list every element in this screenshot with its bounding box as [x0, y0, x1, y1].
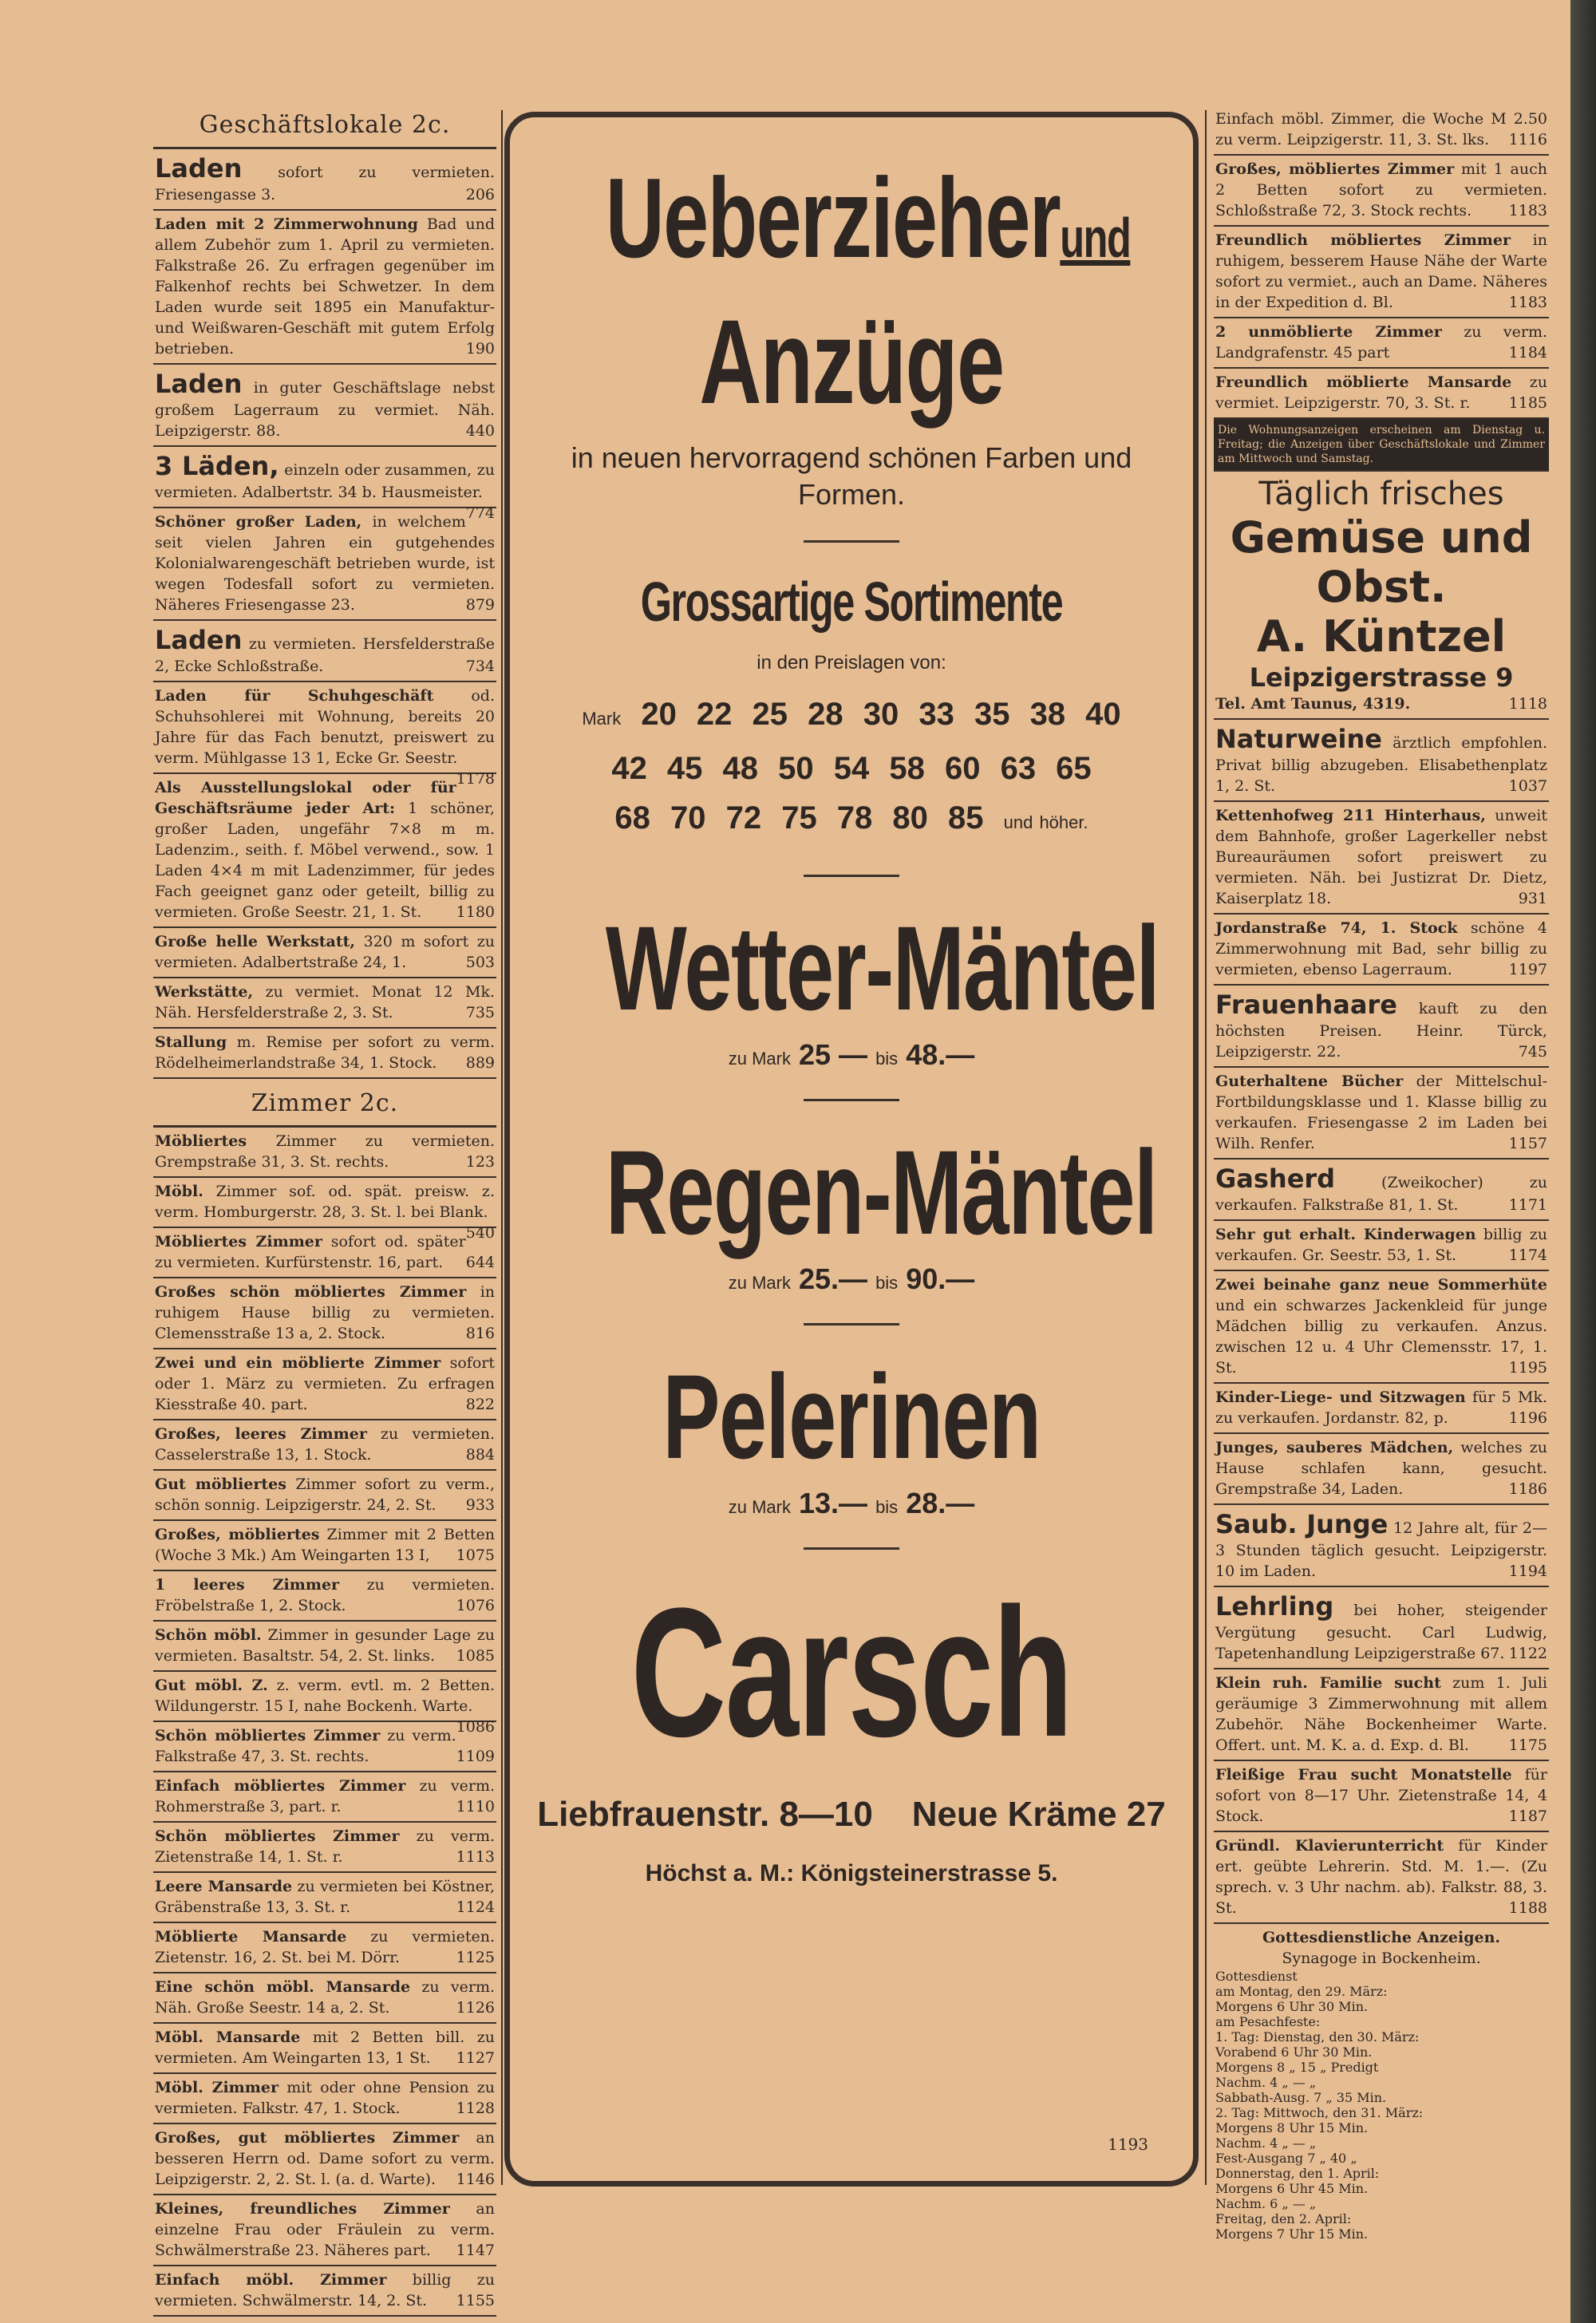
ad-text: Zimmer zu vermieten. Grempstraße 31, 3. St. rechts.	[155, 1132, 495, 1171]
right-ads-list	[1214, 720, 1549, 1924]
ad-number: 1076	[456, 1597, 495, 1614]
classified-ad	[153, 1923, 496, 1973]
ad-heading: Guterhaltene Bücher	[1215, 1073, 1404, 1090]
ad-heading: 1 leeres Zimmer	[155, 1576, 340, 1594]
ad-number: 1188	[1508, 1899, 1547, 1917]
ad-number: 745	[1518, 1043, 1547, 1061]
ad-heading: Frauenhaare	[1215, 990, 1397, 1020]
kuentzel-advert	[1214, 472, 1549, 720]
ad-text: zu vermieten. Hersfelderstraße 2, Ecke Schloßstraße.	[155, 635, 495, 675]
ad-heading: Laden mit 2 Zimmerwohnung	[155, 215, 418, 233]
section-title-geschaeftslokale: Geschäftslokale 2c.	[199, 111, 451, 139]
service-lines	[1215, 1969, 1547, 2242]
classified-ad	[153, 774, 496, 928]
classified-ad	[1214, 369, 1549, 419]
ad-number: 1128	[456, 2100, 495, 2117]
ad-text: mit oder ohne Pension zu vermieten. Falkstr. 47, 1. Stock.	[155, 2079, 495, 2117]
kuentzel-line2: Gemüse und Obst.	[1230, 512, 1533, 612]
ad-text: für sofort von 8—17 Uhr. Zietenstraße 14, 4 Stock.	[1215, 1766, 1547, 1825]
sortiment-heading: Grossartige Sortimente	[640, 571, 1063, 633]
ad-heading: Möbliertes Zimmer	[155, 1233, 322, 1250]
ad-heading: Große helle Werkstatt,	[155, 933, 356, 950]
ad-number: 1126	[456, 1999, 495, 2017]
section-title-zimmer: Zimmer 2c.	[251, 1089, 399, 1117]
carsch-advert	[504, 112, 1199, 2187]
mark-label: Mark	[582, 709, 622, 729]
ad-heading: Gut möbl. Z.	[155, 1677, 268, 1694]
ad-number: 1127	[456, 2049, 495, 2067]
classified-ad	[153, 1349, 496, 1420]
branch-address: Höchst a. M.: Königsteinerstrasse 5.	[645, 1860, 1058, 1886]
column-rule-left	[501, 110, 503, 2185]
ad-text: Zimmer sof. od. spät. preisw. z. verm. Homburgerstr. 28, 3. St. l. bei Blank.	[155, 1183, 495, 1221]
ad-heading: Kinder-Liege- und Sitzwagen	[1215, 1389, 1466, 1406]
notice-box: Die Wohnungsanzeigen erscheinen am Dienstag u. Freitag; die Anzeigen über Geschäftslokale und Zimmer am Mittwoch und Samstag.	[1214, 419, 1549, 472]
ad-number: 734	[465, 658, 495, 675]
ad-text: in ruhigem Hause billig zu vermieten. Clemensstraße 13 a, 2. Stock.	[155, 1283, 496, 1342]
ad-number: 644	[465, 1254, 495, 1271]
classified-ad	[153, 1772, 496, 1823]
ad-heading: Kettenhofweg 211 Hinterhaus,	[1215, 807, 1486, 824]
ad-number: 123	[465, 1153, 495, 1171]
classified-ad	[1214, 1587, 1549, 1669]
ad-text: für Kinder ert. geübte Lehrerin. Std. M. 1.—. (Zu sprech. v. 3 Uhr nachm. ab). Falkstr. 88, 3. St.	[1215, 1837, 1548, 1917]
service-line: Morgens 6 Uhr 45 Min.	[1215, 2181, 1369, 2196]
ad-number: 190	[465, 340, 495, 358]
classified-ad	[153, 1823, 496, 1873]
ad-text: kauft zu den höchsten Preisen. Heinr. Türck, Leipzigerstr. 22.	[1215, 1000, 1548, 1061]
ad-heading: Einfach möbl. Zimmer	[155, 2271, 387, 2289]
service-title: Gottesdienstliche Anzeigen.	[1262, 1929, 1501, 1946]
ad-heading: Laden	[155, 625, 243, 655]
ad-heading: Möbl. Zimmer	[155, 2079, 279, 2096]
address-neue-kraeme: Neue Kräme 27	[911, 1795, 1166, 1834]
separator	[804, 875, 899, 877]
ad-heading: Eine schön möbl. Mansarde	[155, 1978, 411, 1996]
left-column	[153, 105, 496, 2317]
book-binding-edge	[1570, 0, 1596, 2323]
ad-number: 816	[465, 1325, 495, 1342]
classified-ad	[1214, 1434, 1549, 1505]
from: 25 —	[799, 1038, 868, 1071]
to: 90.—	[906, 1262, 975, 1295]
ad-number: 1037	[1508, 777, 1547, 795]
classified-ad	[1214, 1505, 1549, 1587]
ad-number: 774	[465, 504, 495, 522]
ad-text: od. Schuhsohlerei mit Wohnung, bereits 20 Jahre für das Fach benutzt, preiswert zu verm. Mühlgasse 13 1, Ecke Gr. Seestr.	[155, 687, 495, 767]
service-line: am Montag, den 29. März:	[1215, 1984, 1388, 1999]
service-line: Fest-Ausgang 7 „ 40 „	[1215, 2151, 1357, 2166]
advert-title-anzuege: Anzüge	[699, 294, 1004, 429]
ad-text: 320 m sofort zu vermieten. Adalbertstraße 24, 1.	[155, 933, 496, 971]
ad-text: zu vermieten. Zietenstr. 16, 2. St. bei M. Dörr.	[155, 1928, 495, 1966]
ad-heading: Freundlich möblierte Mansarde	[1215, 373, 1512, 391]
service-line: Morgens 8 Uhr 15 Min.	[1215, 2120, 1369, 2135]
wetter-maentel-heading: Wetter-Mäntel	[605, 901, 1159, 1035]
ad-heading: Schön möbliertes Zimmer	[155, 1827, 400, 1845]
service-line: Vorabend 6 Uhr 30 Min.	[1215, 2044, 1373, 2060]
classified-ad	[153, 1722, 496, 1772]
ad-text: an besseren Herrn od. Dame sofort zu verm. Leipzigerstr. 2, 2. St. l. (a. d. Warte).	[155, 2129, 495, 2188]
ad-number: 1194	[1508, 1562, 1547, 1580]
ad-number: 1109	[456, 1748, 495, 1765]
price-row-1	[510, 689, 1193, 744]
ad-number: 1125	[456, 1949, 495, 1966]
label: bis	[875, 1497, 899, 1517]
regen-maentel-heading: Regen-Mäntel	[605, 1125, 1157, 1259]
left-ads-list	[153, 149, 496, 1079]
service-line: am Pesachfeste:	[1215, 2014, 1321, 2029]
ad-text: für 5 Mk. zu verkaufen. Jordanstr. 82, p.	[1215, 1389, 1547, 1427]
ad-heading: Laden	[155, 153, 243, 184]
ad-number: 931	[1518, 890, 1547, 907]
separator	[804, 1323, 899, 1325]
ad-text: zu verm. Zietenstraße 14, 1. St. r.	[155, 1827, 496, 1866]
service-line: Morgens 7 Uhr 15 Min.	[1215, 2226, 1369, 2242]
ad-number: 1196	[1508, 1409, 1547, 1427]
ad-number: 735	[465, 1004, 495, 1021]
ad-number: 1186	[1508, 1480, 1547, 1498]
ad-text: (Zweikocher) zu verkaufen. Falkstraße 81, 1. St.	[1215, 1174, 1547, 1214]
right-column	[1214, 105, 1549, 2246]
label: zu Mark	[728, 1049, 791, 1069]
ad-heading: Großes, möbliertes	[155, 1526, 320, 1543]
service-line: Nachm. 4 „ — „	[1215, 2135, 1317, 2151]
label: zu Mark	[728, 1497, 791, 1517]
classified-ad	[153, 1278, 496, 1349]
classified-ad	[153, 621, 496, 682]
classified-ad	[1214, 1669, 1549, 1761]
classified-ad	[153, 2195, 496, 2266]
classified-ad	[153, 2024, 496, 2074]
ad-text: der Mittelschul-Fortbildungsklasse und 1. Klasse billig zu verkaufen. Friesengasse 2 im Laden bei Wilh. Renfer.	[1215, 1073, 1547, 1152]
ad-text: billig zu verkaufen. Gr. Seestr. 53, 1. St.	[1215, 1226, 1547, 1264]
ad-number: 1184	[1508, 344, 1547, 361]
label: bis	[875, 1049, 899, 1069]
classified-ad	[1214, 1761, 1549, 1832]
ad-heading: Stallung	[155, 1033, 227, 1051]
ad-number: 503	[465, 954, 495, 971]
ad-heading: Als Ausstellungslokal oder für Geschäftsräume jeder Art:	[155, 779, 456, 817]
ad-number: 1113	[456, 1848, 495, 1866]
to: 48.—	[906, 1038, 975, 1071]
ad-number: 1155	[456, 2292, 495, 2309]
ad-number: 1157	[1508, 1135, 1547, 1152]
column-rule-right	[1205, 110, 1207, 2185]
classified-ad	[153, 508, 496, 621]
ad-number: 1085	[456, 1647, 495, 1665]
ad-number: 440	[465, 422, 495, 440]
label: bis	[875, 1273, 899, 1293]
wetter-price-range	[510, 1038, 1193, 1072]
ad-heading: Möbliertes	[155, 1132, 247, 1150]
advert-title-ueberzieher	[605, 155, 1131, 298]
service-line: Sabbath-Ausg. 7 „ 35 Min.	[1215, 2090, 1387, 2105]
ad-heading: Schön möbl.	[155, 1626, 262, 1644]
ad-text: zum 1. Juli geräumige 3 Zimmerwohnung mit allem Zubehör. Nähe Bockenheimer Warte. Offert. unt. M. K. a. d. Exp. d. Bl.	[1215, 1674, 1547, 1754]
ad-heading: Fleißige Frau sucht Monatstelle	[1215, 1766, 1512, 1784]
service-line: Gottesdienst	[1215, 1969, 1298, 1984]
ad-text: zu vermieten. Fröbelstraße 1, 2. Stock.	[155, 1576, 495, 1614]
separator	[804, 1547, 899, 1550]
ad-number: 884	[465, 1446, 495, 1464]
address-line	[510, 1792, 1193, 1837]
classified-ad	[1214, 720, 1549, 802]
pelerinen-heading: Pelerinen	[662, 1349, 1041, 1483]
ad-number: 1185	[1508, 394, 1547, 412]
advert-subtitle: in neuen hervorragend schönen Farben und Formen.	[571, 441, 1132, 511]
ad-heading: Einfach möbliertes Zimmer	[155, 1777, 406, 1795]
prices-row-1: 20 22 25 28 30 33 35 38 40	[641, 697, 1121, 732]
ad-number: 1178	[456, 770, 495, 788]
ad-number: 1086	[456, 1718, 495, 1736]
service-line: 2. Tag: Mittwoch, den 31. März:	[1215, 2105, 1424, 2120]
address-liebfrauenstr: Liebfrauenstr. 8—10	[537, 1795, 873, 1834]
ad-heading: Freundlich möbliertes Zimmer	[1215, 231, 1511, 249]
ad-heading: 2 unmöblierte Zimmer	[1215, 323, 1442, 341]
classified-ad	[1214, 802, 1549, 915]
ad-number: 1195	[1508, 1359, 1547, 1377]
ad-number: 1124	[456, 1898, 495, 1916]
ad-heading: Großes schön möbliertes Zimmer	[155, 1283, 467, 1301]
service-line: Morgens 6 Uhr 30 Min.	[1215, 1999, 1369, 2014]
classified-ad	[1214, 156, 1549, 227]
service-line: Nachm. 4 „ — „	[1215, 2075, 1317, 2090]
title-und: und	[1060, 207, 1131, 269]
ad-text: Zimmer sofort zu verm., schön sonnig. Leipzigerstr. 24, 2. St.	[155, 1476, 495, 1514]
classified-ad	[153, 1228, 496, 1278]
ad-heading: Gasherd	[1215, 1163, 1336, 1194]
ad-heading: Großes, möbliertes Zimmer	[1215, 160, 1455, 178]
ad-text: zu vermieten bei Köstner, Gräbenstraße 13, 3. St. r.	[155, 1878, 495, 1916]
ad-heading: 3 Läden,	[155, 451, 279, 481]
ad-text: zu verm. Falkstraße 47, 3. St. rechts.	[155, 1727, 456, 1765]
ad-text: z. verm. evtl. m. 2 Betten. Wildungerstr. 15 I, nahe Bockenh. Warte.	[155, 1677, 495, 1715]
classified-ad	[153, 1029, 496, 1079]
ad-text: unweit dem Bahnhofe, großer Lagerkeller nebst Bureauräumen sofort preiswert zu vermieten. Näh. bei Justizrat Dr. Dietz, Kaiserplatz 18.	[1215, 807, 1547, 907]
classified-ad	[153, 2266, 496, 2317]
classified-ad	[153, 1571, 496, 1622]
ad-text: Zimmer in gesunder Lage zu vermieten. Basaltstr. 54, 2. St. links.	[155, 1626, 495, 1665]
to: 28.—	[906, 1487, 975, 1519]
hoeher-label: und höher.	[1003, 812, 1088, 832]
classified-ad	[1214, 986, 1549, 1068]
ad-text: Bad und allem Zubehör zum 1. April zu vermieten. Falkstraße 26. Zu erfragen gegenüber im Falkenhof rechts bei Schwetzer. In dem Laden wurde seit 1895 ein Manufaktur- und Weißwaren-Geschäft mit gutem Erfolg betrieben.	[155, 215, 496, 358]
ad-text: in guter Geschäftslage nebst großem Lagerraum zu vermiet. Näh. Leipzigerstr. 88.	[155, 379, 495, 440]
service-line: 1. Tag: Dienstag, den 30. März:	[1215, 2029, 1420, 2044]
classified-ad	[153, 211, 496, 365]
ad-heading: Großes, gut möbliertes Zimmer	[155, 2129, 460, 2147]
classified-ad	[153, 365, 496, 447]
classified-ad	[153, 1471, 496, 1521]
ad-heading: Gründl. Klavierunterricht	[1215, 1837, 1444, 1855]
classified-ad	[1214, 915, 1549, 986]
classified-ad	[153, 928, 496, 978]
ad-text: in welchem seit vielen Jahren ein gutgehendes Kolonialwarengeschäft betrieben wurde, ist wegen Todesfall sofort zu vermieten. Näheres Friesengasse 23.	[155, 513, 495, 614]
kuentzel-line1: Täglich frisches	[1258, 476, 1504, 512]
kuentzel-name: A. Küntzel	[1256, 611, 1507, 662]
price-row-2: 42 45 48 50 54 58 60 63 65	[611, 751, 1092, 786]
service-notice	[1214, 1924, 1549, 2246]
classified-ad	[153, 1521, 496, 1571]
ad-text: billig zu vermieten. Schwälmerstr. 14, 2. St.	[155, 2271, 495, 2309]
classified-ad	[1214, 227, 1549, 318]
ad-text: 12 Jahre alt, für 2—3 Stunden täglich gesucht. Leipzigerstr. 10 im Laden.	[1215, 1519, 1547, 1580]
separator	[804, 1099, 899, 1101]
classified-ad	[153, 682, 496, 788]
title-ueberzieher: Ueberzieher	[605, 155, 1061, 282]
pelerinen-price-range	[510, 1487, 1193, 1520]
ad-text: zu verm. Landgrafenstr. 45 part	[1215, 323, 1548, 361]
ad-text: m. Remise per sofort zu verm. Rödelheimerlandstraße 34, 1. Stock.	[155, 1033, 495, 1072]
ad-heading: Werkstätte,	[155, 983, 254, 1001]
ad-text: zu vermieten. Casselerstraße 13, 1. Stock.	[155, 1425, 496, 1464]
ad-text: 1 schöner, großer Laden, ungefähr 7×8 m m. Ladenzim., seith. f. Möbel verwend., sow. 1 Laden 4×4 m mit Ladenzimmer, für jedes Fach geeignet ganz oder geteilt, billig zu vermieten. Große Seestr. 21, 1. St.	[155, 800, 495, 921]
ad-text: bei hoher, steigender Vergütung gesucht. Carl Ludwig, Tapetenhandlung Leipzigerstraße 67.	[1215, 1602, 1548, 1662]
classified-ad	[1214, 1068, 1549, 1160]
ad-text: Einfach möbl. Zimmer, die Woche M 2.50 zu verm. Leipzigerstr. 11, 3. St. lks.	[1215, 110, 1547, 148]
ad-heading: Möblierte Mansarde	[155, 1928, 347, 1946]
ad-text: und ein schwarzes Jackenkleid für junge Mädchen billig zu verkaufen. Anzus. zwischen 12 u. 4 Uhr Clemensstr. 17, 1. St.	[1215, 1297, 1547, 1377]
kuentzel-address: Leipzigerstrasse 9	[1249, 662, 1514, 693]
from: 13.—	[799, 1487, 868, 1519]
classified-ad	[153, 149, 496, 211]
ad-number: 889	[465, 1054, 495, 1072]
service-subtitle: Synagoge in Bockenheim.	[1282, 1950, 1481, 1967]
ad-number: 1183	[1508, 294, 1547, 311]
ad-heading: Zwei beinahe ganz neue Sommerhüte	[1215, 1276, 1547, 1294]
ad-heading: Junges, sauberes Mädchen,	[1215, 1439, 1454, 1456]
classified-ad	[1214, 1160, 1549, 1221]
classified-ad	[153, 2124, 496, 2195]
ad-number: 1183	[1508, 202, 1547, 219]
ad-heading: Großes, leeres Zimmer	[155, 1425, 367, 1443]
ad-number: 1116	[1508, 131, 1547, 148]
classified-ad	[1214, 318, 1549, 369]
ad-text: sofort od. später zu vermieten. Kurfürstenstr. 16, part.	[155, 1233, 466, 1271]
ad-text: zu vermiet. Monat 12 Mk. Näh. Hersfelderstraße 2, 3. St.	[155, 983, 495, 1021]
firm-name-carsch: Carsch	[630, 1570, 1073, 1775]
ad-heading: Sehr gut erhalt. Kinderwagen	[1215, 1226, 1476, 1243]
classified-ad	[1214, 105, 1549, 156]
ad-text: zu verm. Rohmerstraße 3, part. r.	[155, 1777, 495, 1815]
ad-text: zu vermiet. Leipzigerstr. 70, 3. St. r.	[1215, 373, 1547, 412]
regen-price-range	[510, 1262, 1193, 1296]
ad-text: Zimmer mit 2 Betten (Woche 3 Mk.) Am Weingarten 13 I,	[155, 1526, 495, 1564]
ad-text: welches zu Hause schlafen kann, gesucht. Grempstraße 34, Laden.	[1215, 1439, 1547, 1498]
kuentzel-tel-row	[1215, 693, 1547, 714]
ad-number: 1180	[456, 903, 495, 921]
ad-heading: Schön möbliertes Zimmer	[155, 1727, 381, 1744]
from: 25.—	[799, 1262, 868, 1295]
service-line: Morgens 8 „ 15 „ Predigt	[1215, 2060, 1379, 2075]
ad-text: einzeln oder zusammen, zu vermieten. Adalbertstr. 34 b. Hausmeister.	[155, 461, 495, 501]
ad-heading: Zwei und ein möblierte Zimmer	[155, 1354, 441, 1372]
preislagen-label: in den Preislagen von:	[757, 652, 946, 674]
price-row-3	[510, 793, 1193, 847]
ad-number: 822	[465, 1396, 495, 1413]
ad-heading: Leere Mansarde	[155, 1878, 293, 1895]
ad-heading: Möbl. Mansarde	[155, 2029, 301, 2046]
service-line: Freitag, den 2. April:	[1215, 2211, 1352, 2226]
ad-text: zu verm. Näh. Große Seestr. 14 a, 2. St.	[155, 1978, 495, 2017]
classified-ad	[153, 1128, 496, 1178]
ad-text: sofort oder 1. März zu vermieten. Zu erfragen Kiesstraße 40. part.	[155, 1354, 495, 1413]
ad-number: 1110	[456, 1798, 495, 1815]
classified-ad	[1214, 1271, 1549, 1384]
ad-text: schöne 4 Zimmerwohnung mit Bad, sehr billig zu vermieten, ebenso Lagerraum.	[1215, 919, 1547, 978]
classified-ad	[153, 1873, 496, 1923]
ad-heading: Kleines, freundliches Zimmer	[155, 2200, 450, 2218]
price-list	[510, 689, 1193, 847]
ad-number: 933	[465, 1496, 495, 1514]
ad-heading: Gut möbliertes	[155, 1476, 286, 1493]
ad-heading: Laden für Schuhgeschäft	[155, 687, 434, 705]
ad-heading: Saub. Junge	[1215, 1509, 1389, 1539]
ad-heading: Naturweine	[1215, 724, 1382, 754]
service-line: Nachm. 6 „ — „	[1215, 2196, 1317, 2211]
classified-ad	[1214, 1384, 1549, 1434]
ad-heading: Klein ruh. Familie sucht	[1215, 1674, 1441, 1692]
prices-row-3: 68 70 72 75 78 80 85	[614, 800, 984, 836]
ad-text: ärztlich empfohlen. Privat billig abzugeben. Elisabethenplatz 1, 2. St.	[1215, 734, 1548, 795]
classified-ad	[1214, 1221, 1549, 1271]
service-line: Donnerstag, den 1. April:	[1215, 2166, 1380, 2181]
ad-text: sofort zu vermieten. Friesengasse 3.	[155, 164, 495, 203]
ad-number: 206	[465, 186, 495, 203]
classified-ad	[153, 2074, 496, 2124]
ad-number: 1075	[456, 1547, 495, 1564]
advert-number: 1193	[1108, 2135, 1148, 2154]
ad-number: 1147	[456, 2242, 495, 2259]
ad-heading: Jordanstraße 74, 1. Stock	[1215, 919, 1458, 937]
ad-number: 1174	[1508, 1246, 1547, 1264]
ad-text: mit 1 auch 2 Betten sofort zu vermieten. Schloßstraße 72, 3. Stock rechts.	[1215, 160, 1548, 219]
separator	[804, 540, 899, 543]
ad-number: 879	[465, 596, 495, 614]
ad-number: 1175	[1508, 1736, 1547, 1754]
ad-text: in ruhigem, besserem Hause Nähe der Warte sofort zu vermiet., auch an Dame. Näheres in der Expedition d. Bl.	[1215, 231, 1547, 311]
label: zu Mark	[728, 1273, 791, 1293]
ad-text: an einzelne Frau oder Fräulein zu verm. Schwälmerstraße 23. Näheres part.	[155, 2200, 495, 2259]
ad-number: 1118	[1508, 695, 1547, 713]
kuentzel-tel: Tel. Amt Taunus, 4319.	[1215, 695, 1411, 713]
ad-number: 1146	[456, 2171, 495, 2188]
ad-number: 1171	[1508, 1196, 1547, 1214]
ad-heading: Laden	[155, 369, 243, 399]
ad-number: 1122	[1508, 1645, 1547, 1662]
ad-heading: Schöner großer Laden,	[155, 513, 362, 531]
ad-number: 1187	[1508, 1807, 1547, 1825]
ad-text: mit 2 Betten bill. zu vermieten. Am Weingarten 13, 1 St.	[155, 2029, 495, 2067]
left-rooms-list	[153, 1128, 496, 2317]
classified-ad	[1214, 1832, 1549, 1924]
ad-number: 1197	[1508, 961, 1547, 978]
classified-ad	[153, 1973, 496, 2024]
classified-ad	[153, 1622, 496, 1672]
ad-heading: Lehrling	[1215, 1591, 1334, 1622]
classified-ad	[153, 978, 496, 1029]
classified-ad	[153, 1420, 496, 1471]
right-top-ads	[1214, 105, 1549, 419]
ad-heading: Möbl.	[155, 1183, 203, 1200]
ad-number: 540	[465, 1224, 495, 1242]
